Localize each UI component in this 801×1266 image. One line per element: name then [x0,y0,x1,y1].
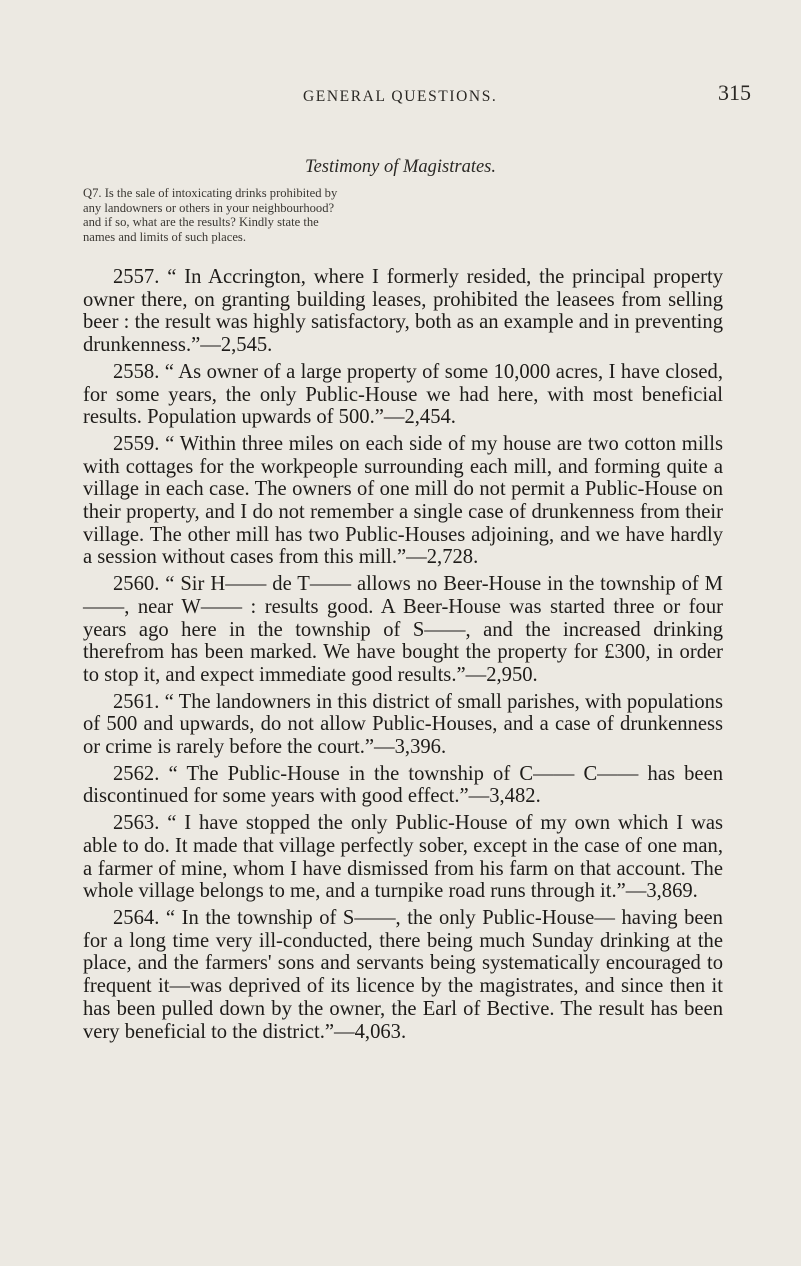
running-title: GENERAL QUESTIONS. [303,88,498,105]
answer-number: 2561. [113,690,160,713]
answer-paragraph [83,763,723,808]
answer-number: 2557. [113,266,160,288]
answer-text: “ The Public-House in the township of C—— C—— has been discontinued for some years with good effect.”—3,482. [83,762,724,808]
answer-text: “ In Accrington, where I formerly resided, the principal property owner there, on granting building leases, prohibited the leasees from selling beer : the result was highly satisfactory, both as an example and in preventing drunkenness.”—2,545. [83,266,723,357]
answer-number: 2563. [113,812,160,835]
answer-text: “ The landowners in this district of small parishes, with populations of 500 and upwards, do not allow Public-Houses, and a case of drunkenness or crime is rarely before the court.”—3,396. [83,690,723,759]
answer-number: 2560. [113,573,160,596]
answer-paragraph [83,433,723,569]
answer-number: 2562. [113,762,160,785]
section-title: Testimony of Magistrates. [304,157,496,177]
page-header [0,60,801,105]
answers-list [83,266,723,1047]
answer-text: “ Within three miles on each side of my house are two cotton mills with cottages for the workpeople surrounding each mill, and forming quite a village in each case. The owners of one mill do not permit a Public-House on their property, and I do not remember a single case of drunkenness from their village. The other mill has two Public-Houses adjoining, and we have hardly a session without cases from this mill.”—2,728. [83,432,723,569]
answer-text: “ Sir H—— de T—— allows no Beer-House in the township of M——, near W—— : results good. A Beer-House was started three or four years ago here in the township of S——, and the increased drinking therefrom has been marked. We have bought the property for £300, in order to stop it, and expect immediate good results.”—2,950. [83,573,723,686]
question-text: Q7. Is the sale of intoxicating drinks prohibited by any landowners or others in your neighbourhood? and if so, what are the results? Kindly state the names and limits of such places. [83,186,338,244]
answer-paragraph [83,812,723,903]
answer-text: “ I have stopped the only Public-House of my own which I was able to do. It made that village perfectly sober, except in the case of one man, a farmer of mine, whom I have dismissed from his farm on that account. The whole village belongs to me, and a turnpike road runs through it.”—3,869. [83,812,723,903]
answer-paragraph [83,266,723,357]
answer-paragraph [83,573,723,687]
answer-text: “ As owner of a large property of some 10,000 acres, I have closed, for some years, the only Public-House we had here, with most beneficial results. Population upwards of 500.”—2,454. [83,360,723,429]
answer-text: “ In the township of S——, the only Public-House— having been for a long time very ill-conducted, there being much Sunday drinking at the place, and the farmers' sons and servants being systematically encouraged to frequent it—was deprived of its licence by the magistrates, and since then it has been pulled down by the owner, the Earl of Bective. The result has been very beneficial to the district.”—4,063. [83,906,723,1043]
answer-number: 2564. [113,906,160,929]
page-number: 315 [718,80,751,105]
answer-paragraph [83,361,723,429]
answer-number: 2558. [113,360,160,383]
answer-number: 2559. [113,432,160,455]
answer-paragraph [83,907,723,1043]
answer-paragraph [83,691,723,759]
